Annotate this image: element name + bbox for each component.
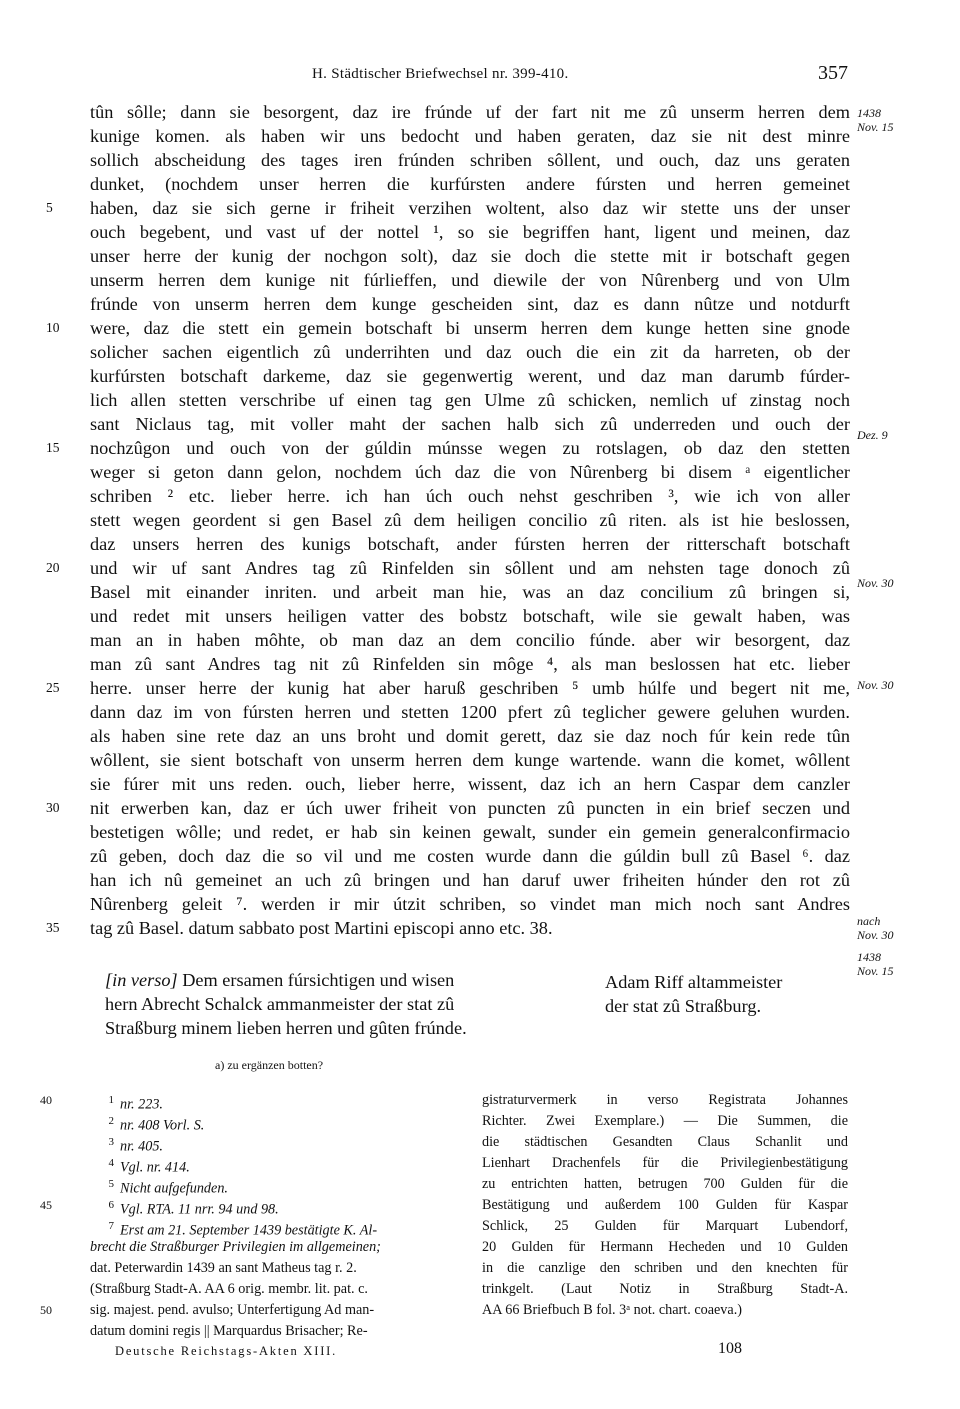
- body-line: zû geben, doch daz die so vil und me costen wurde dann die gúldin bull zû Basel ⁶. daz: [90, 846, 850, 866]
- footnote-continued: Lienhart Drachenfels für die Privilegienbestätigung: [482, 1155, 848, 1171]
- body-line: han ich nû gemeinet an uch zû bringen und han daruf uwer friheiten húnder den rot zû: [90, 870, 850, 890]
- body-line: lich allen stetten verschribe uf einen tag gen Ulme zû schicken, nemlich uf zinstag noch: [90, 390, 850, 410]
- footnote-continued: Schlick, 25 Gulden für Marquart Lubendorf,: [482, 1218, 848, 1234]
- verso-marker: [in verso]: [105, 970, 178, 990]
- address-line: Straßburg minem lieben herren und gûten frúnde.: [105, 1018, 467, 1038]
- address-line: hern Abrecht Schalck ammanmeister der stat zû: [105, 994, 455, 1014]
- body-line: bestetigen wôlle; und redet, er hab sin keinen gewalt, sunder ein gemein generalconfirmacio: [90, 822, 850, 842]
- line-number: 20: [46, 560, 60, 575]
- footnote-continued: Richter. Zwei Exemplare.) — Die Summen, die: [482, 1113, 848, 1129]
- footnote: 4 Vgl. nr. 414.: [108, 1157, 190, 1176]
- line-number: 30: [46, 800, 60, 815]
- footnote: 7 Erst am 21. September 1439 bestätigte K. Al-: [108, 1220, 378, 1239]
- footnote-continued: gistraturvermerk in verso Registrata Johannes: [482, 1092, 848, 1108]
- margin-date: nach Nov. 30: [857, 914, 894, 942]
- series-title: Deutsche Reichstags-Akten XIII.: [115, 1344, 338, 1358]
- footnotes-left: [90, 1090, 462, 1342]
- margin-date: Dez. 9: [857, 428, 888, 442]
- running-title: H. Städtischer Briefwechsel nr. 399-410.: [312, 66, 569, 82]
- signature-line: Adam Riff altammeister: [605, 972, 783, 992]
- page-number: 357: [818, 62, 848, 84]
- footnote-continued: (Straßburg Stadt-A. AA 6 orig. membr. lit. pat. c.: [90, 1281, 368, 1297]
- signature-line: der stat zû Straßburg.: [605, 996, 762, 1016]
- body-line: kunige komen. als haben wir uns bedocht und haben geraten, daz sie nit dest minre: [90, 126, 850, 146]
- footnote: 1 nr. 223.: [108, 1094, 163, 1113]
- margin-date: Nov. 30: [857, 678, 894, 692]
- note-line-number: 45: [40, 1198, 52, 1212]
- body-line: ouch begebent, und vast uf der nottel ¹, so sie begriffen hant, ligent und meinen, daz: [90, 222, 850, 242]
- footnote-continued: trinkgelt. (Laut Notiz in Straßburg Stadt-A.: [482, 1281, 848, 1297]
- body-line: Nûrenberg geleit ⁷. werden ir mir útzit schriben, so vindet man mich noch sant Andres: [90, 894, 850, 914]
- body-line: herre. unser herre der kunig hat aber haruß geschriben ⁵ umb húlfe und begert nit me,: [90, 678, 850, 698]
- line-number: 35: [46, 920, 60, 935]
- body-line: tag zû Basel. datum sabbato post Martini episcopi anno etc. 38.: [90, 918, 553, 938]
- body-line: kurfúrsten botschaft darkeme, daz sie gegenwertig werent, und daz man darumb fúrder-: [90, 366, 850, 386]
- body-line: stett wegen geordent si gen Basel zû dem heiligen concilio zû riten. als ist hie beslossen,: [90, 510, 850, 530]
- line-number: 25: [46, 680, 60, 695]
- body-line: dann daz im von fúrsten herren und stetten 1200 pfert zû teglicher gewere geluhen wurden.: [90, 702, 850, 722]
- running-header: [90, 62, 850, 88]
- body-line: solicher sachen eigentlich zû underrihten und daz ouch die ein zit da harreten, ob der: [90, 342, 850, 362]
- footnote-continued: brecht die Straßburger Privilegien im allgemeinen;: [90, 1239, 381, 1255]
- margin-date: Nov. 30: [857, 576, 894, 590]
- footnote: 5 Nicht aufgefunden.: [108, 1178, 228, 1197]
- body-line: weger si geton dann gelon, nochdem úch daz die von Nûrenberg bi disem ᵃ eigentlicher: [90, 462, 850, 482]
- footnote-continued: in die canzlige den schriben und den knechten für: [482, 1260, 848, 1276]
- body-line: und wir uf sant Andres tag zû Rinfelden sin sôllent und am nehsten tage donoch zû: [90, 558, 850, 578]
- body-line: als haben sine rete daz an uns broht und domit gerett, daz sie daz noch fúr kein rede tûn: [90, 726, 850, 746]
- footnote-continued: datum domini regis || Marquardus Brisacher; Re-: [90, 1323, 368, 1339]
- sender-signature: [605, 970, 835, 1018]
- footnote: 3 nr. 405.: [108, 1136, 163, 1155]
- signature-number: 108: [718, 1340, 742, 1357]
- body-line: unserm herren dem kunige nit fúrlieffen, und diewile der von Nûrenberg und von Ulm: [90, 270, 850, 290]
- footnote-continued: sig. majest. pend. avulso; Unterfertigung Ad man-: [90, 1302, 375, 1318]
- body-line: sollich abscheidung des tages iren frúnden schriben sôllent, und ouch, daz uns geraten: [90, 150, 850, 170]
- footnotes-right: [482, 1090, 848, 1321]
- address-line: Dem ersamen fúrsichtigen und wisen: [182, 970, 455, 990]
- footnote-continued: Bestätigung und außerdem 100 Gulden für Kaspar: [482, 1197, 848, 1213]
- body-line: nochzûgon und ouch von der gúldin múnsse wegen zu rotslagen, ob daz den stetten: [90, 438, 850, 458]
- body-line: unser herre der kunig der nochgon solt), daz sie doch die stette mit ir botschaft gegen: [90, 246, 850, 266]
- variant-note: a) zu ergänzen botten?: [215, 1058, 324, 1072]
- line-number: 15: [46, 440, 60, 455]
- body-line: nit erwerben kan, daz er úch uwer friheit von puncten zû puncten in ein brief seczen und: [90, 798, 850, 818]
- footnote-continued: zu entrichten hatten, betrugen 700 Gulden für die: [482, 1176, 848, 1192]
- body-line: sie fúrer mit uns reden. ouch, lieber herre, wissent, daz ich an hern Caspar dem canzler: [90, 774, 850, 794]
- footnote-continued: AA 66 Briefbuch B fol. 3ᵃ not. chart. coaeva.): [482, 1302, 742, 1318]
- body-line: schriben ² etc. lieber herre. ich han úch ouch nehst geschriben ³, wie ich von aller: [90, 486, 850, 506]
- body-line: frúnde von unserm herren dem kunge gescheiden sint, daz es dann nûtze und notdurft: [90, 294, 850, 314]
- body-line: dunket, (nochdem unser herren die kurfúrsten andere fúrsten und herren gemeinet: [90, 174, 850, 194]
- margin-date: 1438 Nov. 15: [857, 106, 894, 134]
- body-line: daz unsers herren des kunigs botschaft, ander fúrsten herren der ritterschaft botschaft: [90, 534, 850, 554]
- body-line: man zû sant Andres tag nit zû Rinfelden sin môge ⁴, als man beslossen hat etc. lieber: [90, 654, 850, 674]
- footnote: 6 Vgl. RTA. 11 nrr. 94 und 98.: [108, 1199, 279, 1218]
- address-block: [105, 968, 545, 1040]
- body-line: wôllent, sie sient botschaft von unserm herren dem kunge wartende. wann die komet, wôllent: [90, 750, 850, 770]
- line-number: 5: [46, 200, 53, 215]
- body-line: sant Niclaus tag, mit voller maht der sachen halb sich zû underreden und ouch der: [90, 414, 850, 434]
- note-line-number: 50: [40, 1303, 52, 1317]
- body-line: man an in haben môhte, ob man daz an dem concilio fúnde. aber wir besorgent, daz: [90, 630, 850, 650]
- body-line: tûn sôlle; dann sie besorgent, daz ire frúnde uf der fart nit me zû unserm herren dem: [90, 102, 850, 122]
- footnote-continued: die städtischen Gesandten Claus Schanlit und: [482, 1134, 848, 1150]
- body-line: Basel mit einander inriten. und arbeit man hie, was an daz concilium zû bringen si,: [90, 582, 850, 602]
- body-line: haben, daz sie sich gerne ir friheit verzihen woltent, also daz wir stette uns der unser: [90, 198, 850, 218]
- footnote-continued: 20 Gulden für Hermann Hecheden und 10 Gulden: [482, 1239, 848, 1255]
- footnote: 2 nr. 408 Vorl. S.: [108, 1115, 205, 1134]
- line-number: 10: [46, 320, 60, 335]
- footnote-continued: dat. Peterwardin 1439 an sant Matheus tag r. 2.: [90, 1260, 357, 1276]
- body-line: were, daz die stett ein gemein botschaft bi unserm herren dem kunge hetten sine gnode: [90, 318, 850, 338]
- body-line: und redet mit unsers heiligen vatter des bobstz botschaft, wile sie gewalt haben, was: [90, 606, 850, 626]
- note-line-number: 40: [40, 1093, 52, 1107]
- margin-date: 1438 Nov. 15: [857, 950, 894, 978]
